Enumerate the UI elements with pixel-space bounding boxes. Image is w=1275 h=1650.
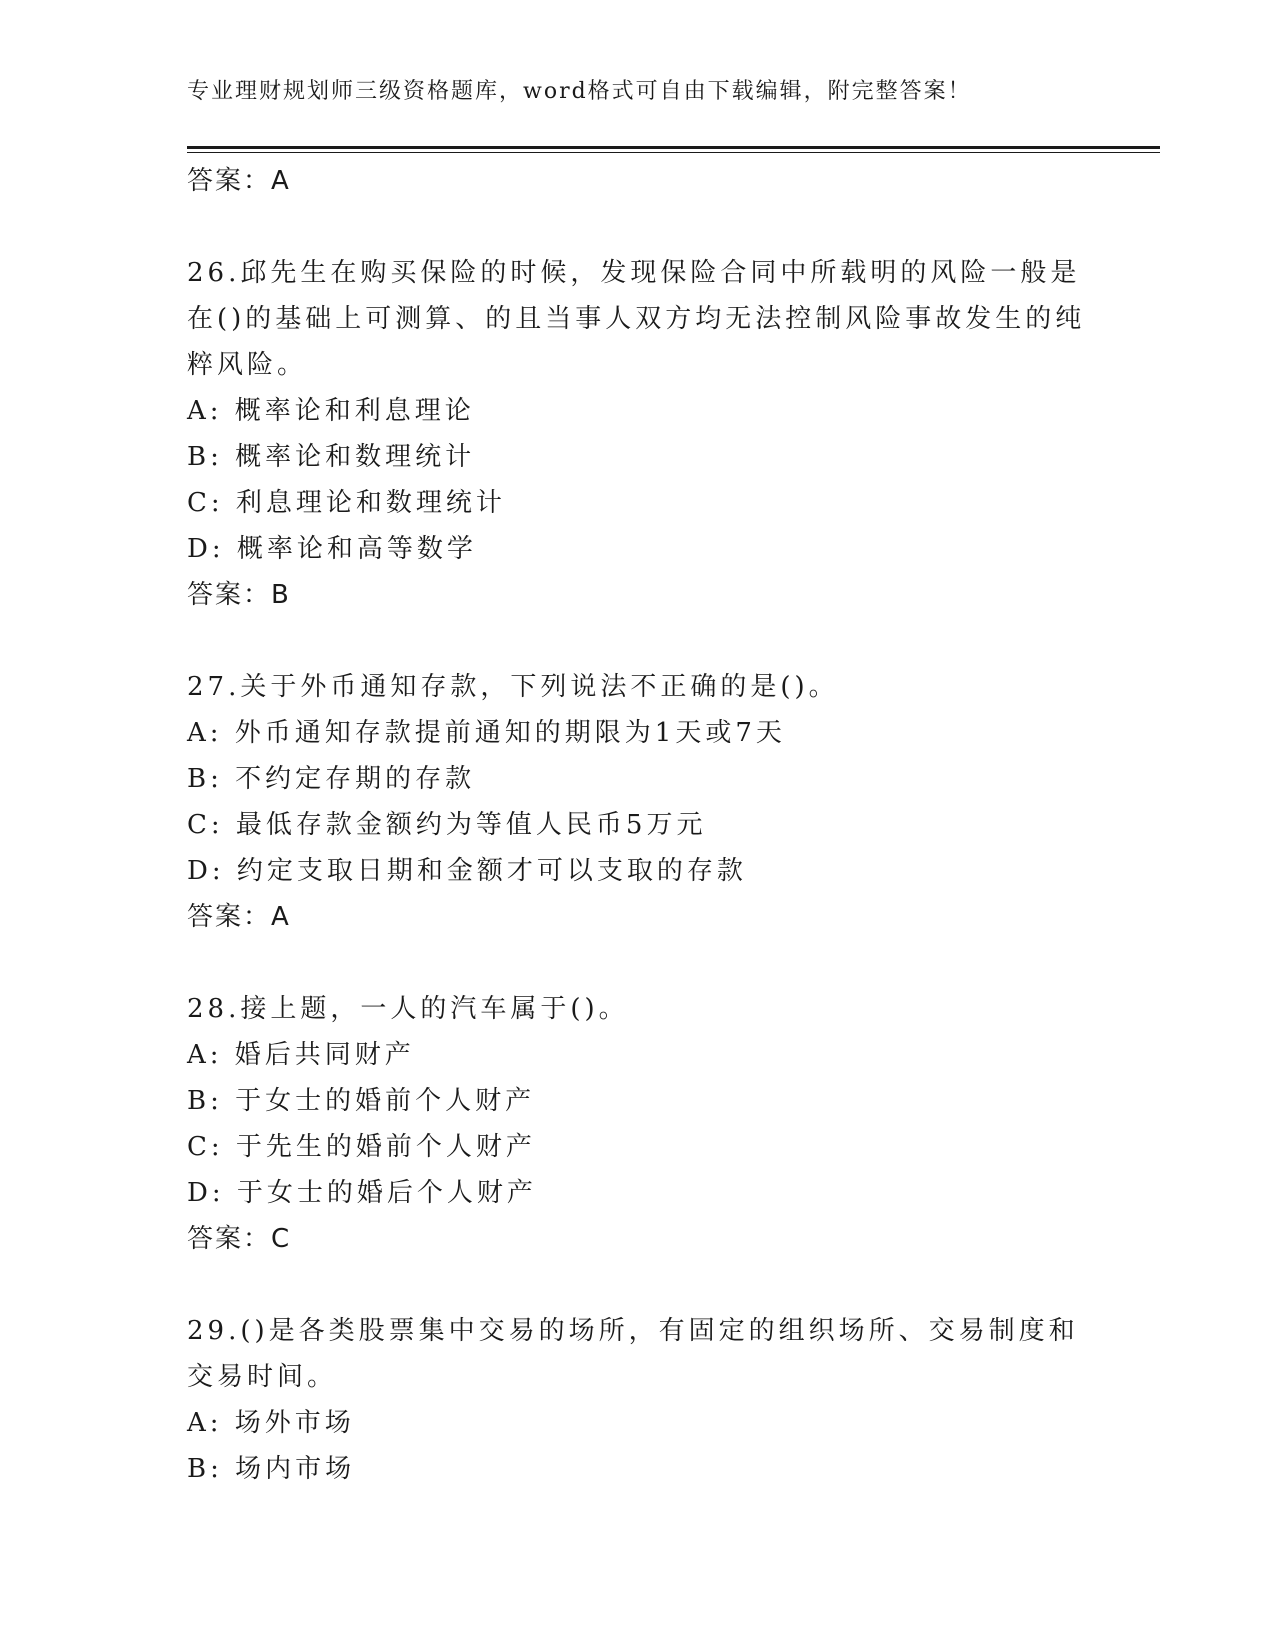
- page-header-title: 专业理财规划师三级资格题库，word格式可自由下载编辑，附完整答案！: [187, 79, 972, 104]
- question-block-29: [187, 1308, 1087, 1492]
- answer-line: 答案：A: [187, 902, 291, 932]
- option-d: D: 概率论和高等数学: [187, 534, 477, 564]
- option-c: C: 利息理论和数理统计: [187, 488, 506, 518]
- answer-line: 答案：A: [187, 166, 291, 196]
- option-b: B: 于女士的婚前个人财产: [187, 1086, 536, 1116]
- option-b: B: 场内市场: [187, 1454, 356, 1484]
- option-a: A: 外币通知存款提前通知的期限为1天或7天: [187, 718, 786, 748]
- option-c: C: 于先生的婚前个人财产: [187, 1132, 536, 1162]
- question-text: 27.关于外币通知存款，下列说法不正确的是()。: [187, 672, 839, 702]
- question-block-27: [187, 664, 1087, 940]
- answer-line: 答案：C: [187, 1224, 292, 1254]
- header-divider-thin: [187, 152, 1160, 153]
- option-d: D: 约定支取日期和金额才可以支取的存款: [187, 856, 747, 886]
- option-b: B: 不约定存期的存款: [187, 764, 476, 794]
- answer-line: 答案：B: [187, 580, 291, 610]
- question-block-26: [187, 250, 1087, 618]
- header-divider-thick: [187, 146, 1160, 149]
- question-block-28: [187, 986, 1087, 1262]
- option-c: C: 最低存款金额约为等值人民币5万元: [187, 810, 707, 840]
- option-a: A: 场外市场: [187, 1408, 355, 1438]
- question-list: [187, 158, 1087, 1492]
- option-a: A: 概率论和利息理论: [187, 396, 475, 426]
- question-text: 28.接上题，一人的汽车属于()。: [187, 994, 629, 1024]
- question-text: 26.邱先生在购买保险的时候，发现保险合同中所载明的风险一般是在()的基础上可测算、的且当事人双方均无法控制风险事故发生的纯粹风险。: [187, 258, 1086, 380]
- option-a: A: 婚后共同财产: [187, 1040, 415, 1070]
- question-text: 29.()是各类股票集中交易的场所，有固定的组织场所、交易制度和交易时间。: [187, 1316, 1079, 1392]
- option-d: D: 于女士的婚后个人财产: [187, 1178, 537, 1208]
- option-b: B: 概率论和数理统计: [187, 442, 476, 472]
